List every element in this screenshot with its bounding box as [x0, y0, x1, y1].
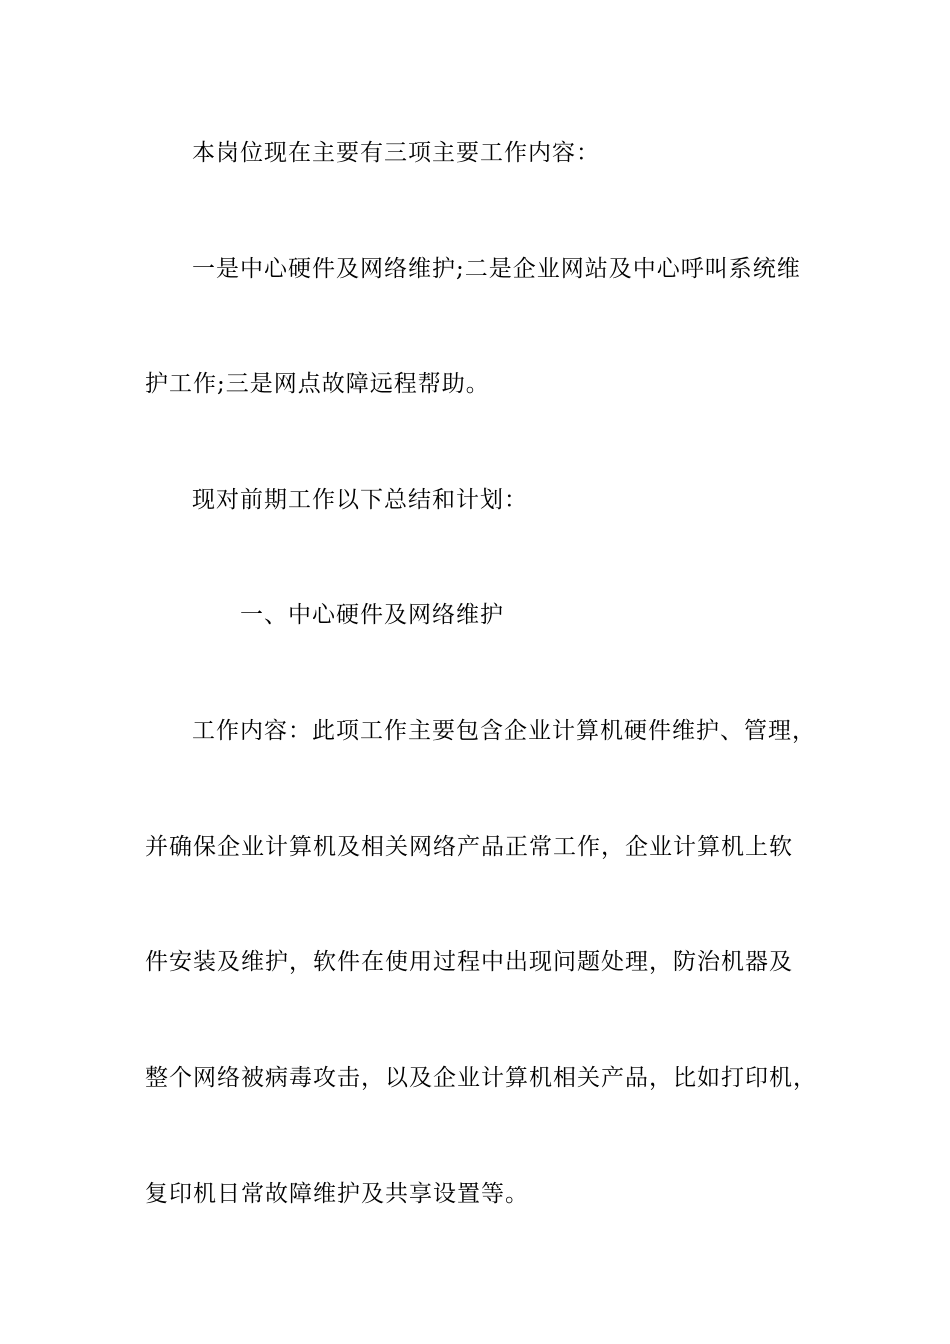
content-line-2: 并确保企业计算机及相关网络产品正常工作，企业计算机上软	[145, 834, 793, 860]
summary-intro-line: 现对前期工作以下总结和计划：	[192, 487, 528, 513]
intro-line: 本岗位现在主要有三项主要工作内容：	[192, 140, 600, 166]
duties-line-2: 护工作;三是网点故障远程帮助。	[145, 371, 490, 397]
content-line-1: 工作内容：此项工作主要包含企业计算机硬件维护、管理，	[192, 718, 816, 744]
content-line-3: 件安装及维护，软件在使用过程中出现问题处理，防治机器及	[145, 949, 793, 975]
duties-line-1: 一是中心硬件及网络维护;二是企业网站及中心呼叫系统维	[192, 256, 801, 282]
section-heading: 一、中心硬件及网络维护	[240, 602, 504, 628]
content-line-4: 整个网络被病毒攻击，以及企业计算机相关产品，比如打印机，	[145, 1065, 817, 1091]
content-line-5: 复印机日常故障维护及共享设置等。	[145, 1181, 529, 1207]
